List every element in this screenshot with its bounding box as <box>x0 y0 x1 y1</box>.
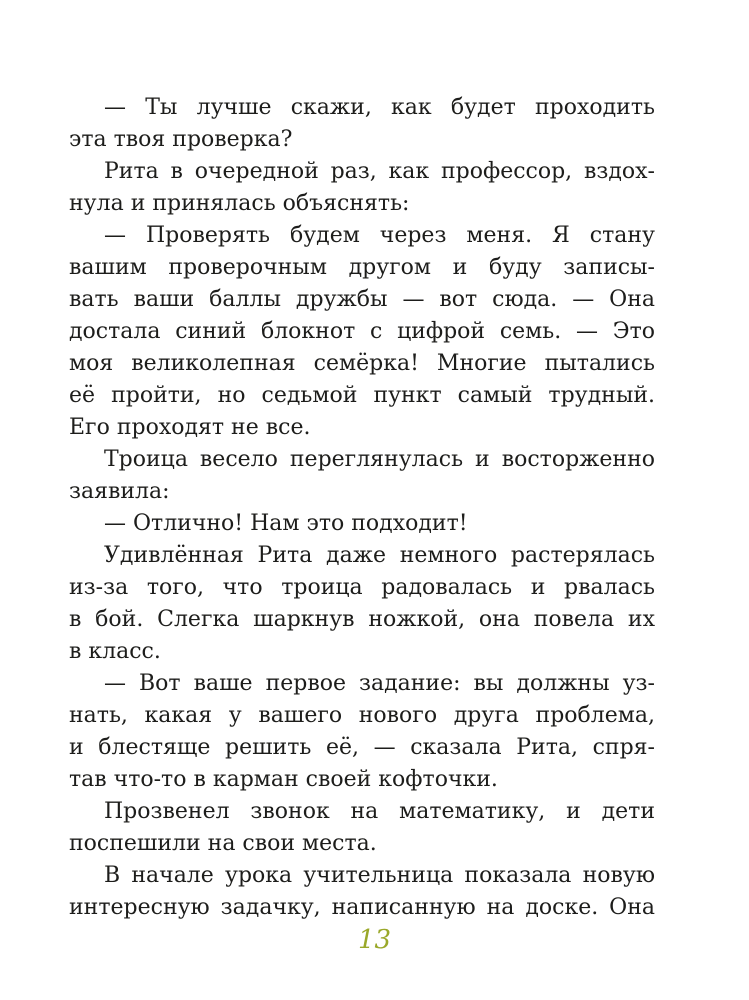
text-line: и блестяще решить её, — сказала Рита, спря- <box>69 735 655 760</box>
text-line: её пройти, но седьмой пункт самый трудный. <box>69 383 655 408</box>
text-line: эта твоя проверка? <box>69 127 293 152</box>
text-line: Удивлённая Рита даже немного растерялась <box>104 543 655 568</box>
text-line: поспешили на свои места. <box>69 831 377 856</box>
text-line: нула и принялась объяснять: <box>69 191 410 216</box>
text-line: вать ваши баллы дружбы — вот сюда. — Она <box>69 287 655 312</box>
text-line: — Отлично! Нам это подходит! <box>104 511 468 536</box>
text-line: Его проходят не все. <box>69 415 311 440</box>
text-line: в бой. Слегка шаркнув ножкой, она повела их <box>69 607 655 632</box>
text-line: В начале урока учительница показала новую <box>104 863 655 888</box>
text-line: интересную задачку, написанную на доске. Она <box>69 895 655 920</box>
text-line: из-за того, что троица радовалась и рвалась <box>69 575 655 600</box>
text-line: — Проверять будем через меня. Я стану <box>104 223 655 248</box>
text-line: Прозвенел звонок на математику, и дети <box>104 799 655 824</box>
text-line: достала синий блокнот с цифрой семь. — Это <box>69 319 655 344</box>
text-line: заявила: <box>69 479 170 504</box>
text-line: Троица весело переглянулась и восторженно <box>104 447 655 472</box>
text-line: Рита в очередной раз, как профессор, вздох- <box>104 159 655 184</box>
text-line: — Вот ваше первое задание: вы должны уз- <box>104 671 655 696</box>
text-line: вашим проверочным другом и буду записы- <box>69 255 655 280</box>
body-text <box>69 92 655 924</box>
text-line: тав что-то в карман своей кофточки. <box>69 767 498 792</box>
page-number: 13 <box>357 925 392 955</box>
text-line: моя великолепная семёрка! Многие пытались <box>69 351 655 376</box>
text-line: — Ты лучше скажи, как будет проходить <box>104 95 655 120</box>
text-line: нать, какая у вашего нового друга проблема, <box>69 703 655 728</box>
text-line: в класс. <box>69 639 161 664</box>
